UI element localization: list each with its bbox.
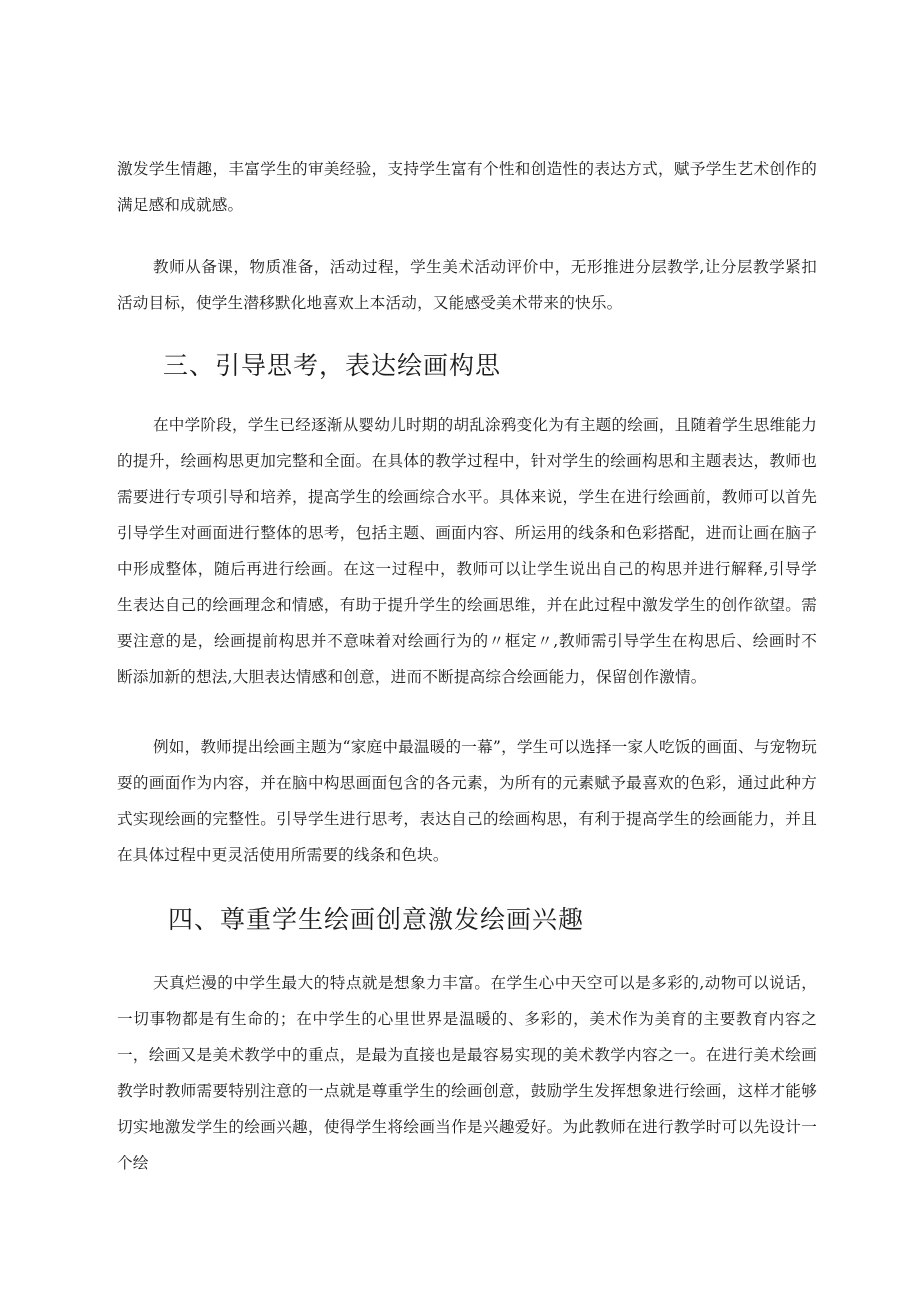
section-heading-3: 三、引导思考，表达绘画构思 bbox=[163, 351, 502, 380]
paragraph-layered-teaching: 教师从备课，物质准备，活动过程，学生美术活动评价中，无形推进分层教学,让分层教学紧扣活动目标，使学生潜移默化地喜欢上本活动，又能感受美术带来的快乐。 bbox=[117, 258, 817, 312]
paragraph-example: 例如，教师提出绘画主题为“家庭中最温暖的一幕”，学生可以选择一家人吃饭的画面、与宠物玩耍的画面作为内容，并在脑中构思画面包含的各元素，为所有的元素赋予最喜欢的色彩，通过此种方式实现绘画的完整性。引导学生进行思考，表达自己的绘画构思，有利于提高学生的绘画能力，并且在具体过程中更灵活使用所需要的线条和色块。 bbox=[117, 738, 817, 864]
paragraph-respect-creativity: 天真烂漫的中学生最大的特点就是想象力丰富。在学生心中天空可以是多彩的,动物可以说话，一切事物都是有生命的；在中学生的心里世界是温暖的、多彩的，美术作为美育的主要教育内容之一，绘画又是美术教学中的重点，是最为直接也是最容易实现的美术教学内容之一。在进行美术绘画教学时教师需要特别注意的一点就是尊重学生的绘画创意，鼓励学生发挥想象进行绘画，这样才能够切实地激发学生的绘画兴趣，使得学生将绘画当作是兴趣爱好。为此教师在进行教学时可以先设计一个绘 bbox=[117, 974, 817, 1172]
section-heading-4: 四、尊重学生绘画创意激发绘画兴趣 bbox=[168, 905, 585, 934]
paragraph-guide-thinking: 在中学阶段，学生已经逐渐从婴幼儿时期的胡乱涂鸦变化为有主题的绘画，且随着学生思维能力的提升，绘画构思更加完整和全面。在具体的教学过程中，针对学生的绘画构思和主题表达，教师也需要进行专项引导和培养，提高学生的绘画综合水平。具体来说，学生在进行绘画前，教师可以首先引导学生对画面进行整体的思考，包括主题、画面内容、所运用的线条和色彩搭配，进而让画在脑子中形成整体，随后再进行绘画。在这一过程中，教师可以让学生说出自己的构思并进行解释,引导学生表达自己的绘画理念和情感，有助于提升学生的绘画思维，并在此过程中激发学生的创作欲望。需要注意的是，绘画提前构思并不意味着对绘画行为的〃框定〃,教师需引导学生在构思后、绘画时不断添加新的想法,大胆表达情感和创意，进而不断提高综合绘画能力，保留创作激情。 bbox=[117, 416, 817, 686]
paragraph-continuation: 激发学生情趣，丰富学生的审美经验，支持学生富有个性和创造性的表达方式，赋予学生艺术创作的满足感和成就感。 bbox=[117, 160, 817, 214]
